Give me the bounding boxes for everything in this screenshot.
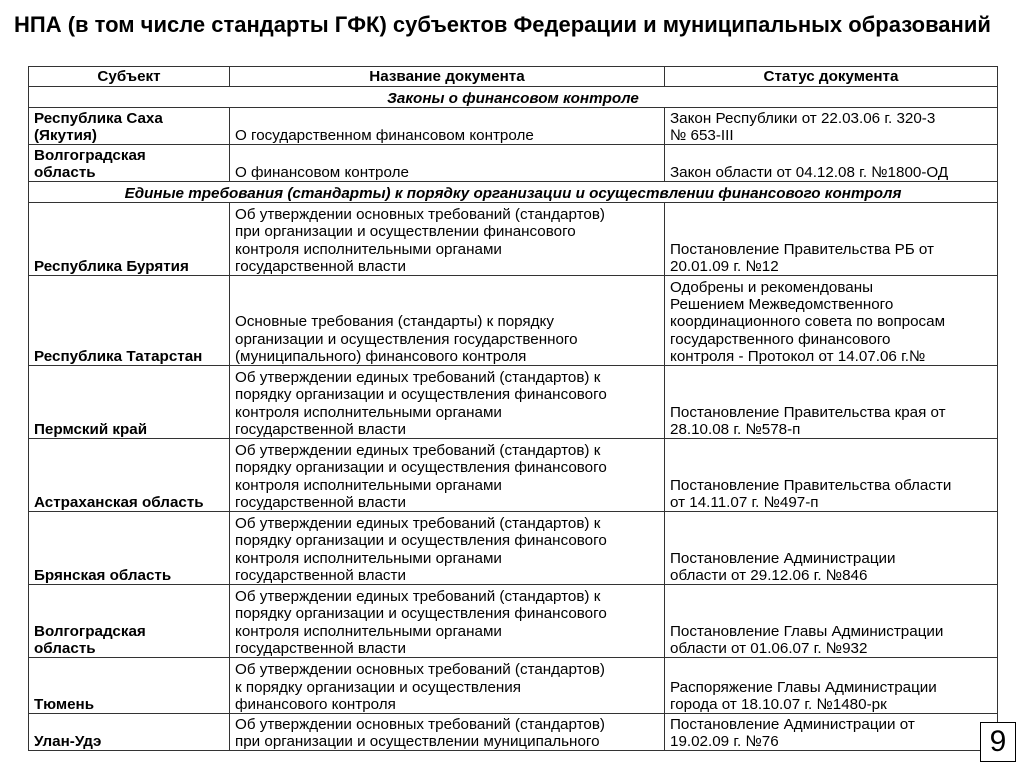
table-row — [29, 366, 998, 439]
document-cell: Об утверждении единых требований (стандартов) к порядку организации и осуществления финансового контроля исполнительными органами государственной власти — [230, 366, 665, 439]
table-row — [29, 203, 998, 276]
subject-cell: Республика Саха (Якутия) — [29, 108, 230, 145]
page-title: НПА (в том числе стандарты ГФК) субъектов Федерации и муниципальных образований — [14, 12, 991, 37]
document-cell: Об утверждении единых требований (стандартов) к порядку организации и осуществления финансового контроля исполнительными органами государственной власти — [230, 585, 665, 658]
status-cell: Постановление Администрации области от 29.12.06 г. №846 — [665, 512, 998, 585]
subject-cell: Волгоградская область — [29, 145, 230, 182]
document-cell: Об утверждении основных требований (стандартов) при организации и осуществлении муниципального — [230, 714, 665, 751]
table-row — [29, 145, 998, 182]
section-row-standards — [29, 182, 998, 203]
document-cell: Основные требования (стандарты) к порядку организации и осуществления государственного (муниципального) финансового контроля — [230, 276, 665, 366]
document-cell: Об утверждении основных требований (стандартов) при организации и осуществлении финансового контроля исполнительными органами государственной власти — [230, 203, 665, 276]
document-cell: Об утверждении единых требований (стандартов) к порядку организации и осуществления финансового контроля исполнительными органами государственной власти — [230, 439, 665, 512]
header-document: Название документа — [230, 67, 665, 87]
table-row — [29, 108, 998, 145]
document-cell: Об утверждении основных требований (стандартов) к порядку организации и осуществления финансового контроля — [230, 658, 665, 714]
subject-cell: Тюмень — [29, 658, 230, 714]
status-cell: Постановление Правительства РБ от 20.01.09 г. №12 — [665, 203, 998, 276]
table-row — [29, 276, 998, 366]
page-number-badge: 9 — [980, 722, 1016, 762]
header-subject: Субъект — [29, 67, 230, 87]
status-cell: Постановление Правительства области от 14.11.07 г. №497-п — [665, 439, 998, 512]
table-row — [29, 658, 998, 714]
subject-cell: Астраханская область — [29, 439, 230, 512]
table-row — [29, 714, 998, 751]
document-cell: О государственном финансовом контроле — [230, 108, 665, 145]
document-cell: О финансовом контроле — [230, 145, 665, 182]
subject-cell: Улан-Удэ — [29, 714, 230, 751]
subject-cell: Волгоградская область — [29, 585, 230, 658]
status-cell: Распоряжение Главы Администрации города от 18.10.07 г. №1480-рк — [665, 658, 998, 714]
section-standards: Единые требования (стандарты) к порядку организации и осуществлении финансового контроля — [29, 182, 998, 203]
status-cell: Постановление Главы Администрации области от 01.06.07 г. №932 — [665, 585, 998, 658]
subject-cell: Республика Бурятия — [29, 203, 230, 276]
table-row — [29, 585, 998, 658]
status-cell: Постановление Администрации от 19.02.09 г. №76 — [665, 714, 998, 751]
section-row-laws — [29, 87, 998, 108]
status-cell: Закон Республики от 22.03.06 г. 320-3 № 653-III — [665, 108, 998, 145]
header-status: Статус документа — [665, 67, 998, 87]
npa-table — [28, 66, 998, 751]
status-cell: Одобрены и рекомендованы Решением Межведомственного координационного совета по вопросам государственного финансового контроля - Протокол от 14.07.06 г.№ — [665, 276, 998, 366]
status-cell: Закон области от 04.12.08 г. №1800-ОД — [665, 145, 998, 182]
subject-cell: Пермский край — [29, 366, 230, 439]
table-header-row — [29, 67, 998, 87]
section-laws: Законы о финансовом контроле — [29, 87, 998, 108]
document-cell: Об утверждении единых требований (стандартов) к порядку организации и осуществления финансового контроля исполнительными органами государственной власти — [230, 512, 665, 585]
table-row — [29, 512, 998, 585]
subject-cell: Республика Татарстан — [29, 276, 230, 366]
table-row — [29, 439, 998, 512]
subject-cell: Брянская область — [29, 512, 230, 585]
status-cell: Постановление Правительства края от 28.10.08 г. №578-п — [665, 366, 998, 439]
